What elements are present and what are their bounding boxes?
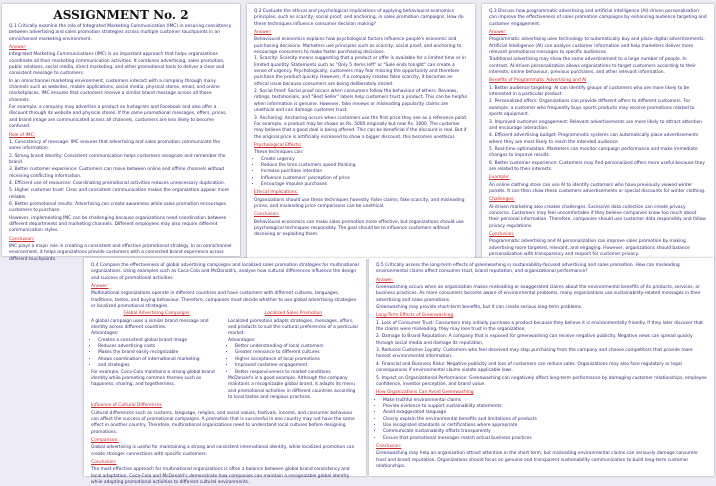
- conclusion-heading: Conclusion:: [489, 232, 515, 237]
- benefit-item: 6. Better customer experience: Customers may find personalized offers more useful because they are related to their interests.: [489, 160, 705, 172]
- benefit-item: 3. Improved customer engagement: Relevant advertisements are more likely to attract attention and encourage interaction.: [489, 119, 703, 131]
- example-text: An online clothing store can use AI to identify customers who have previously viewed winter jackets. It can then show these customers advertisements or special discounts for winter clothing.: [489, 182, 706, 194]
- global-advantages-heading: Advantages:: [91, 331, 119, 337]
- example-heading: Example:: [489, 175, 510, 181]
- list-item: • Improved customer engagement: [235, 363, 359, 369]
- list-item: • Higher acceptance of local promotions: [235, 357, 359, 363]
- role-item: 6. Better promotional results: Advertising can create awareness while sales promotion encourages customers to purchase.: [9, 201, 226, 214]
- effect-item: 4. Financial and Business Risks: Negative publicity and loss of customers can reduce sales. Organizations may also face regulatory or legal consequences if environmental claims violate applicable laws.: [376, 361, 682, 374]
- benefit-item: 5. Real-time optimization: Marketers can monitor campaign performance and make immediate changes to improve results.: [489, 146, 698, 159]
- question-1: Q.1 Critically examine the role of Integrated Marketing Communication (IMC) in ensuring consistency between advertising and sales promotion strategies across multiple customer touchpoints in an omnichannel marketing environment.: [9, 24, 232, 42]
- principle-item: 2. Social Proof: Social proof occurs when consumers follow the behaviour of others. Reviews, ratings, testimonials, and "Best Seller" labels help customers trust a product. This can be helpful when information is genuine. However, fake reviews or misleading popularity claims are unethical and can damage customer trust.: [254, 89, 467, 114]
- paragraph: Programmatic advertising uses technology to automatically buy and place digital advertisements. Artificial Intelligence (AI) can analyse customer information and help marketers deliver more relevant promotional messages to specific audiences.: [489, 37, 705, 56]
- challenges-text: AI-driven marketing also creates challenges. Excessive data collection can create privacy concerns. Customers may feel uncomfortable if they believe companies know too much about their personal information. Therefore, companies should use customer data responsibly and follow privacy regulations.: [489, 204, 706, 229]
- list-item: • Create urgency: [261, 157, 468, 163]
- list-item: • Creates a consistent global brand image: [98, 338, 222, 344]
- principle-item: 3. Anchoring: Anchoring occurs when customers use the first price they see as a reference point. For example, a product may be shown as Rs. 5000 originally but now Rs. 3000. The customer may believe that a good deal is being offered. This can be beneficial if the discount is real. But if the original price is artificially increased to show a bigger discount, this becomes unethical.: [254, 115, 468, 140]
- conclusion-text: The most effective approach for multinational organizations is often a balance between global brand consistency and local adaptation. Coca-Cola and McDonald's demonstrate how companies can maintain a recognizable global identity while adapting promotional activities to different cultural environments.: [91, 467, 350, 485]
- paragraph: Greenwashing occurs when an organization makes misleading or exaggerated claims about the environmental benefits of its products, services, or business practices. As more consumers become aware of environmental problems, many organizations use sustainability-related messages in their advertising and sales promotions.: [376, 285, 701, 303]
- local-text: Localized promotion adapts strategies, messages, offers, and products to suit the cultural preferences of a particular market.: [228, 318, 359, 337]
- list-item: • Ensure that promotional messages match actual business practices: [383, 436, 707, 442]
- effect-item: 5. Impact on Organizational Performance: Greenwashing can negatively affect long-term performance by damaging customer relationships, employee confidence, investor perception, and brand value.: [376, 375, 707, 387]
- conclusion-text: IMC plays a major role in creating a consistent and effective promotional strategy. In an omnichannel environment, it helps organizations provide customers with a connected brand experience across different touchpoints.: [9, 244, 232, 262]
- list-item: • Make truthful environmental claims: [383, 398, 707, 404]
- effects-list: [376, 321, 707, 388]
- assignment-page-2: [247, 4, 475, 260]
- role-heading: Role of IMC:: [9, 132, 36, 138]
- list-item: • Avoid exaggerated language: [383, 410, 707, 416]
- role-item: 3. Better customer experience: Customers can move between online and offline channels without receiving conflicting information.: [9, 167, 225, 179]
- benefits-heading: Benefits of Programmatic Advertising and AI: [489, 78, 587, 84]
- role-list: [9, 140, 233, 215]
- avoid-list: [376, 398, 707, 442]
- local-column: [228, 310, 359, 401]
- role-item: 4. Efficient use of resources: Coordinating promotional activities reduces unnecessary duplication.: [9, 180, 226, 186]
- psychological-effects-heading: Psychological Effects:: [254, 142, 302, 148]
- list-item: • Increase purchase intention: [261, 169, 468, 175]
- list-item: • Better understanding of local customers: [235, 344, 359, 350]
- effect-item: 3. Reduced Customer Loyalty: Customers who feel deceived may stop purchasing from the company and choose competitors that provide more honest environmental information.: [376, 348, 693, 360]
- assignment-page-1: [2, 4, 240, 262]
- question-3: Q.3 Discuss how programmatic advertising and artificial intelligence (AI)-driven personalization can improve the effectiveness of sales promotion campaigns by enhancing audience targeting and customer engagement.: [489, 9, 707, 27]
- psychological-effects-list: [254, 157, 468, 189]
- page-title: ASSIGNMENT No. 2: [53, 8, 189, 22]
- psychological-effects-lead: These techniques can:: [254, 150, 304, 156]
- list-item: • Influence customers' perception of price: [261, 176, 468, 182]
- answer-heading: Answer:: [91, 284, 109, 290]
- benefit-item: 2. Personalized offers: Organizations can provide different offers to different customers. For example, a customer who frequently buys sports products may receive promotions related to sports equipment.: [489, 99, 695, 118]
- list-item: • and strategies: [98, 363, 222, 369]
- comparison-text: Global advertising is useful for maintaining a strong and consistent international identity, while localized promotion can create stronger connections with specific customers.: [91, 445, 355, 457]
- assignment-page-5: [369, 258, 714, 476]
- paragraph: Integrated Marketing Communications (IMC) is an important approach that helps organizations coordinate all their marketing communication activities. It combines advertising, sales promotion, public relations, social media, direct marketing, and other promotional tools to deliver a clear and consistent message to customers.: [9, 52, 225, 77]
- local-advantages-list: [228, 344, 359, 376]
- list-item: • Makes the brand easily recognizable: [98, 350, 222, 356]
- comparison-columns: [91, 310, 359, 401]
- list-item: • Clearly explain the environmental benefits and limitations of products: [383, 417, 707, 423]
- answer-intro: [376, 285, 707, 311]
- effect-item: 1. Loss of Consumer Trust: Consumers may initially purchase a product because they believe it is environmentally friendly. If they later discover that the claims were misleading, they may lose trust in the organization.: [376, 320, 703, 333]
- list-item: • Reduces advertising costs: [98, 344, 222, 350]
- effect-item: 2. Damage to Brand Reputation: A company that is exposed for greenwashing can receive negative publicity. Negative news can spread quickly through social media and damage its reputation.: [376, 334, 693, 346]
- local-example: McDonald's is a good example. Although the company maintains a recognizable global brand, it adapts its menu and promotional activities in different countries according to local tastes and religious practices.: [228, 375, 356, 400]
- local-advantages-heading: Advantages:: [228, 337, 256, 343]
- effects-heading: Long-Term Effects of Greenwashing: [376, 313, 454, 319]
- paragraph: Traditional advertising may show the same advertisement to a large number of people. In contrast, AI-driven personalization allows organizations to target customers according to their interests, online behaviour, previous purchases, and other relevant information.: [489, 57, 696, 76]
- paragraph: For example, a company may advertise a product on Instagram and Facebook and also offer a discount through its website and physical stores. If the same promotional messages, offers, prices, and brand image are communicated across all channels, customers are less likely to become confused.: [9, 105, 227, 130]
- answer-intro: Behavioural economics explains how psychological factors influence people's economic and purchasing decisions. Marketers use principles such as scarcity, social proof, and anchoring to encourage consumers to make faster purchasing decisions.: [254, 37, 462, 56]
- global-text: A global campaign uses a similar brand message and identity across different countries.: [91, 318, 209, 331]
- answer-heading: Answer:: [9, 45, 27, 51]
- global-heading: Global Advertising Campaigns: [123, 311, 190, 317]
- avoid-heading: How Organizations Can Avoid Greenwashing: [376, 390, 474, 396]
- answer-intro: Multinational organizations operate in different countries and have customers with different cultures, languages, traditions, tastes, and buying behaviour. Therefore, companies must decide whether to use global advertising strategies or localized promotional strategies.: [91, 291, 357, 310]
- benefits-list: [489, 86, 707, 173]
- list-item: • Reduce the time customers spend thinking: [261, 163, 468, 169]
- global-example: For example, Coca-Cola maintains a strong global brand identity while promoting common themes such as happiness, sharing, and togetherness.: [91, 369, 215, 388]
- comparison-heading: Comparison:: [91, 437, 119, 443]
- answer-intro: [9, 52, 233, 130]
- culture-heading: Influence of Cultural Differences: [91, 403, 162, 409]
- answer-heading: Answer:: [254, 30, 272, 36]
- conclusion-heading: Conclusion:: [254, 212, 280, 218]
- question-4: Q.4 Compare the effectiveness of global advertising campaigns and localized sales promotion strategies for multinational organizations. Using examples such as Coca-Cola and McDonald's, analyse how cultural differences influence the design and success of promotional activities.: [91, 263, 359, 281]
- answer-heading: Answer:: [489, 30, 507, 36]
- list-item: • Better responsiveness to market conditions: [235, 370, 359, 376]
- conclusion-heading: Conclusion:: [9, 236, 35, 242]
- question-2: Q.2 Evaluate the ethical and psychological implications of applying behavioural economics principles, such as scarcity, social proof, and anchoring, in sales promotion campaigns. How do these techniques influence consumer decision making?: [254, 9, 464, 27]
- paragraph: In an omnichannel marketing environment, customers interact with a company through many channels such as websites, mobile applications, social media, physical stores, email, and online marketplaces. IMC ensures that customers receive a similar brand message across all these channels.: [9, 78, 220, 103]
- global-advantages-list: [91, 338, 222, 370]
- global-column: [91, 310, 222, 401]
- role-item: 2. Strong brand identity: Consistent communication helps customers recognize and remember the brand.: [9, 153, 226, 165]
- conclusion-text: Greenwashing may help an organization attract attention in the short term, but misleading environmental claims can seriously damage consumer trust and brand reputation. Organizations should focus on genuine and transparent sustainability communication to build long-term customer relationships.: [376, 451, 698, 469]
- ethics-heading: Ethical Implications:: [254, 190, 299, 196]
- paragraph: Greenwashing may provide short-term benefits, but it can create serious long-term problems.: [376, 305, 583, 311]
- culture-text: Cultural differences such as customs, language, religion, and social values, festivals, income, and consumer behaviour can affect the success of promotional campaigns. A promotion that is successful in one country may not have the same effect in another country. Therefore, multinational organizations need to understand local cultures before designing promotions.: [91, 410, 355, 435]
- answer-heading: Answer:: [376, 277, 394, 283]
- conclusion-text: Programmatic advertising and AI personalization can improve sales promotion by making advertising more targeted, relevant, and engaging. However, organizations should balance personalization with transparency and respect for customer privacy.: [489, 239, 690, 258]
- local-heading: Localized Sales Promotion: [264, 311, 323, 317]
- conclusion-text: Behavioural economics can make sales promotion more effective, but organizations should use psychological techniques responsibly. The goal should be to influence customers without deceiving or exploiting them.: [254, 219, 464, 238]
- assignment-page-3: [482, 4, 714, 260]
- list-item: • Provide evidence to support sustainability statements: [383, 404, 707, 410]
- benefit-item: 1. Better audience targeting: AI can identify groups of customers who are more likely to be interested in a particular product.: [489, 85, 690, 98]
- list-item: • Allows coordination of international marketing: [98, 357, 222, 363]
- role-item: 1. Consistency of message: IMC ensures that advertising and sales promotion communicate the same information.: [9, 139, 221, 152]
- principle-list: [254, 56, 468, 140]
- list-item: • Use recognized standards or certifications where appropriate: [383, 423, 707, 429]
- ethics-text: Organizations should use these techniques honestly. False claims, fake scarcity, and misleading prices, and misleading price comparisons can be unethical.: [254, 197, 465, 209]
- assignment-page-4: [84, 258, 366, 485]
- conclusion-heading: Conclusion:: [376, 443, 402, 449]
- benefit-item: 4. Efficient advertising budget: Programmatic systems can automatically place advertisements where they are most likely to reach the intended audience.: [489, 133, 699, 145]
- closing-paragraph: However, implementing IMC can be challenging because organizations need coordination between different departments and marketing channels. Different employees may also require different communication styles.: [9, 215, 227, 234]
- list-item: • Encourage impulse purchases: [261, 182, 468, 188]
- conclusion-heading: Conclusion:: [91, 459, 117, 465]
- list-item: • Communicate sustainability efforts transparently: [383, 429, 707, 435]
- list-item: • Greater relevance to different cultures: [235, 350, 359, 356]
- question-5: Q.5 Critically assess the long-term effects of greenwashing in sustainability-focused advertising and sales promotion. How can misleading environmental claims affect consumer trust, brand reputation, and organizational performance?: [376, 263, 680, 275]
- principle-item: 1. Scarcity: Scarcity means suggesting that a product or offer is available for a limited time or in limited quantity. Statements such as "Only 5 items left" or "Sale ends tonight" can create a sense of urgency. Psychologically, customers may fear missing the opportunity and therefore purchase the product quickly. However, if a company creates false scarcity, it becomes an ethical issue because consumers are being deliberately misled.: [254, 56, 466, 87]
- role-item: 5. Higher customer trust: Clear and consistent communication makes the organization appear more reliable.: [9, 188, 229, 200]
- challenges-heading: Challenges:: [489, 197, 515, 203]
- answer-intro: [489, 37, 707, 76]
